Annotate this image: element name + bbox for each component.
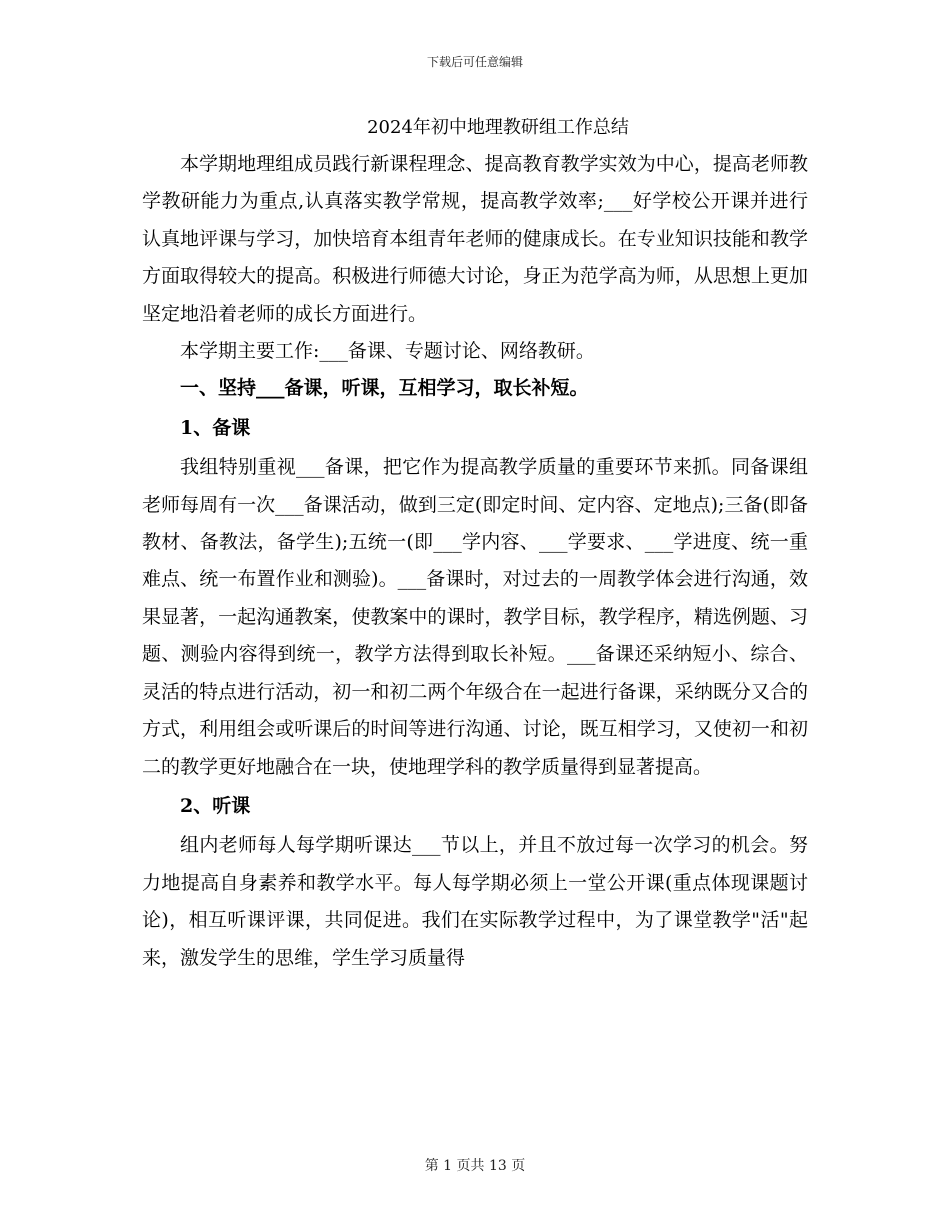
intro-paragraph: 本学期地理组成员践行新课程理念、提高教育教学实效为中心，提高老师教学教研能力为重点,认真落实教学常规，提高教学效率;___好学校公开课并进行认真地评课与学习，加快培育本组青年老师的健康成长。在专业知识技能和教学方面取得较大的提高。积极进行师德大讨论，身正为范学高为师，从思想上更加坚定地沿着老师的成长方面进行。 bbox=[142, 153, 808, 325]
page-header-note: 下载后可任意编辑 bbox=[426, 55, 523, 69]
subsection-heading-observation: 2、听课 bbox=[180, 794, 251, 817]
observation-paragraph: 组内老师每人每学期听课达___节以上，并且不放过每一次学习的机会。努力地提高自身素养和教学水平。每人每学期必须上一堂公开课(重点体现课题讨论)，相互听课评课，共同促进。我们在实际教学过程中，为了课堂教学"活"起来，激发学生的思维，学生学习质量得 bbox=[142, 834, 808, 969]
document-body bbox=[142, 146, 808, 977]
main-work-paragraph: 本学期主要工作:___备课、专题讨论、网络教研。 bbox=[180, 340, 595, 363]
lesson-prep-paragraph: 我组特别重视___备课，把它作为提高教学质量的重要环节来抓。同备课组老师每周有一次___备课活动，做到三定(即定时间、定内容、定地点);三备(即备教材、备教法，备学生);五统一(即___学内容、___学要求、___学进度、统一重难点、统一布置作业和测验)。___备课时，对过去的一周教学体会进行沟通，效果显著，一起沟通教案，使教案中的课时，教学目标，教学程序，精选例题、习题、测验内容得到统一，教学方法得到取长补短。___备课还采纳短小、综合、灵活的特点进行活动，初一和初二两个年级合在一起进行备课，采纳既分又合的方式，利用组会或听课后的时间等进行沟通、讨论，既互相学习，又使初一和初二的教学更好地融合在一块，使地理学科的教学质量得到显著提高。 bbox=[142, 456, 808, 778]
section-heading-1: 一、坚持___备课，听课，互相学习，取长补短。 bbox=[180, 377, 589, 400]
document-title: 2024年初中地理教研组工作总结 bbox=[367, 117, 629, 138]
subsection-heading-lesson-prep: 1、备课 bbox=[180, 416, 251, 439]
page-number-footer: 第 1 页共 13 页 bbox=[424, 1158, 526, 1174]
